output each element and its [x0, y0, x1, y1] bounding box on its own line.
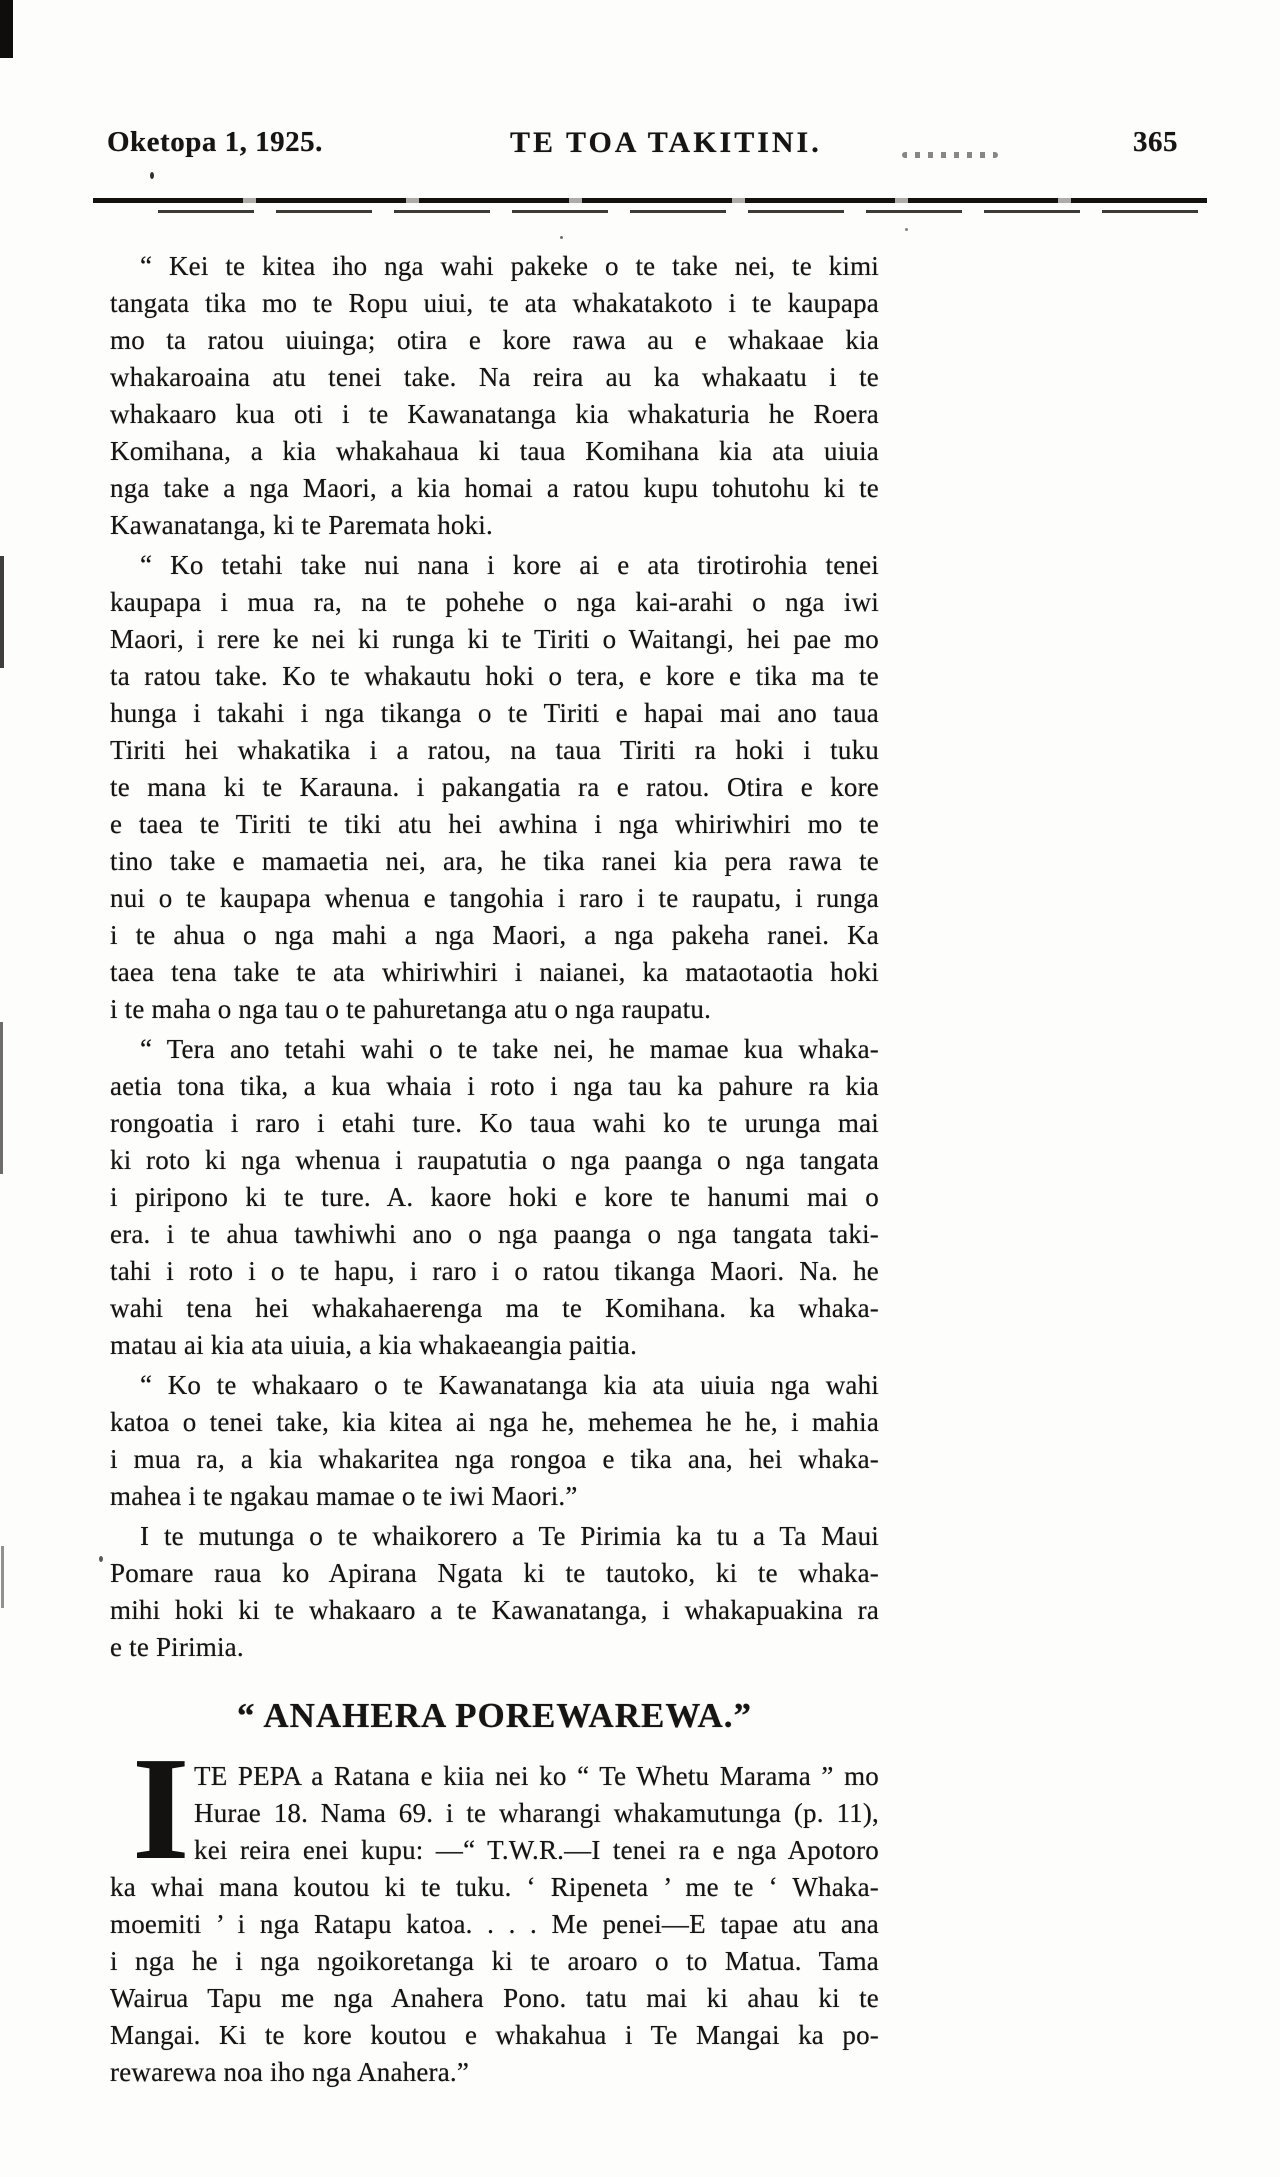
scan-artifact — [0, 1022, 3, 1174]
text-line: whakaaro kua oti i te Kawanatanga kia whakaturia he Roera — [110, 399, 879, 429]
text-column — [110, 248, 879, 2094]
text-line: ta ratou take. Ko te whakautu hoki o tera, e kore e tika ma te — [110, 661, 879, 691]
text-line: i te maha o nga tau o te pahuretanga atu o nga raupatu. — [110, 994, 712, 1024]
paragraph — [110, 248, 879, 544]
text-line: mo ta ratou uiuinga; otira e kore rawa au e whakaae kia — [110, 325, 879, 355]
paragraph — [110, 1031, 879, 1364]
text-line: Pomare raua ko Apirana Ngata ki te tautoko, ki te whaka- — [110, 1558, 879, 1588]
text-line: “ Tera ano tetahi wahi o te take nei, he mamae kua whaka- — [140, 1034, 879, 1064]
text-line: rongoatia i raro i etahi ture. Ko taua wahi ko te urunga mai — [110, 1108, 879, 1138]
text-line: Mangai. Ki te kore koutou e whakahua i Te Mangai ka po- — [110, 2020, 879, 2050]
text-line: nga take a nga Maori, a kia homai a ratou kupu tohutohu ki te — [110, 473, 879, 503]
text-line: kaupapa i mua ra, na te pohehe o nga kai-arahi o nga iwi — [110, 587, 879, 617]
paragraph — [110, 1727, 879, 2091]
text-line: I te mutunga o te whaikorero a Te Pirimia ka tu a Ta Maui — [140, 1521, 879, 1551]
text-line: “ Ko tetahi take nui nana i kore ai e ata tirotirohia tenei — [140, 550, 879, 580]
text-line: i mua ra, a kia whakaritea nga rongoa e tika ana, hei whaka- — [110, 1444, 879, 1474]
header-rule-bottom — [158, 210, 1207, 213]
ink-speck — [150, 172, 154, 179]
scan-artifact — [1, 1546, 4, 1608]
text-line: tahi i roto i o te hapu, i raro i o ratou tikanga Maori. Na. he — [110, 1256, 879, 1286]
text-line: i nga he i nga ngoikoretanga ki te aroaro o to Matua. Tama — [110, 1946, 879, 1976]
text-line: tangata tika mo te Ropu uiui, te ata whakatakoto i te kaupapa — [110, 288, 879, 318]
text-line: i te ahua o nga mahi a nga Maori, a nga pakeha ranei. Ka — [110, 920, 879, 950]
paragraph — [110, 1518, 879, 1666]
drop-cap: I — [132, 1727, 190, 1891]
text-line: katoa o tenei take, kia kitea ai nga he, mehemea he he, i mahia — [110, 1407, 879, 1437]
text-line: Maori, i rere ke nei ki runga ki te Tiriti o Waitangi, hei pae mo — [110, 624, 879, 654]
text-line: e te Pirimia. — [110, 1632, 244, 1662]
section-heading: “ ANAHERA POREWAREWA.” — [237, 1696, 752, 1735]
ink-speck — [99, 1556, 103, 1562]
text-line: “ Kei te kitea iho nga wahi pakeke o te take nei, te kimi — [140, 251, 879, 281]
text-line: mihi hoki ki te whakaaro a te Kawanatanga, i whakapuakina ra — [110, 1595, 879, 1625]
scan-artifact — [0, 0, 13, 58]
body-paragraphs — [110, 248, 879, 1666]
text-line: kei reira enei kupu: —“ T.W.R.—I tenei ra e nga Apotoro — [194, 1835, 879, 1865]
text-line: e taea te Tiriti te tiki atu hei awhina i nga whiriwhiri mo te — [110, 809, 879, 839]
text-line: nui o te kaupapa whenua e tangohia i raro i te raupatu, i runga — [110, 883, 879, 913]
text-line: ka whai mana koutou ki te tuku. ‘ Ripeneta ’ me te ‘ Whaka- — [110, 1872, 879, 1902]
scan-artifact — [0, 556, 4, 668]
text-line: Komihana, a kia whakahaua ki taua Komihana kia ata uiuia — [110, 436, 879, 466]
text-line: rewarewa noa iho nga Anahera.” — [110, 2057, 470, 2087]
text-line: ki roto ki nga whenua i raupatutia o nga paanga o nga tangata — [110, 1145, 879, 1175]
ink-speck — [905, 228, 908, 231]
text-line: mahea i te ngakau mamae o te iwi Maori.” — [110, 1481, 578, 1511]
text-line: TE PEPA a Ratana e kiia nei ko “ Te Whetu Marama ” mo — [194, 1761, 879, 1791]
text-line: i piripono ki te ture. A. kaore hoki e kore te hanumi mai o — [110, 1182, 879, 1212]
text-line: te mana ki te Karauna. i pakangatia ra e ratou. Otira e kore — [110, 772, 879, 802]
text-line: wahi tena hei whakahaerenga ma te Komihana. ka whaka- — [110, 1293, 879, 1323]
text-line: Wairua Tapu me nga Anahera Pono. tatu mai ki ahau ki te — [110, 1983, 879, 2013]
text-line: taea tena take te ata whiriwhiri i naianei, ka mataotaotia hoki — [110, 957, 879, 987]
text-line: aetia tona tika, a kua whaia i roto i nga tau ka pahure ra kia — [110, 1071, 879, 1101]
text-line: Kawanatanga, ki te Paremata hoki. — [110, 510, 493, 540]
issue-date: Oketopa 1, 1925. — [107, 126, 323, 158]
journal-title: TE TOA TAKITINI. — [510, 126, 822, 159]
page-number: 365 — [1133, 126, 1178, 158]
paragraph — [110, 1367, 879, 1515]
text-line: whakaroaina atu tenei take. Na reira au ka whakaatu i te — [110, 362, 879, 392]
text-line: tino take e mamaetia nei, ara, he tika ranei kia pera rawa te — [110, 846, 879, 876]
text-line: “ Ko te whakaaro o te Kawanatanga kia ata uiuia nga wahi — [140, 1370, 879, 1400]
text-line: matau ai kia ata uiuia, a kia whakaeangia paitia. — [110, 1330, 638, 1360]
text-line: era. i te ahua tawhiwhi ano o nga paanga o nga tangata taki- — [110, 1219, 879, 1249]
text-line: moemiti ’ i nga Ratapu katoa. . . . Me penei—E tapae atu ana — [110, 1909, 879, 1939]
ink-speck — [560, 236, 563, 239]
header-rule-top — [93, 198, 1207, 203]
paragraph — [110, 547, 879, 1028]
text-line: Tiriti hei whakatika i a ratou, na taua Tiriti ra hoki i tuku — [110, 735, 879, 765]
text-line: hunga i takahi i nga tikanga o te Tiriti e hapai mai ano taua — [110, 698, 879, 728]
text-line: Hurae 18. Nama 69. i te wharangi whakamutunga (p. 11), — [194, 1798, 879, 1828]
scan-smudge — [902, 152, 998, 158]
